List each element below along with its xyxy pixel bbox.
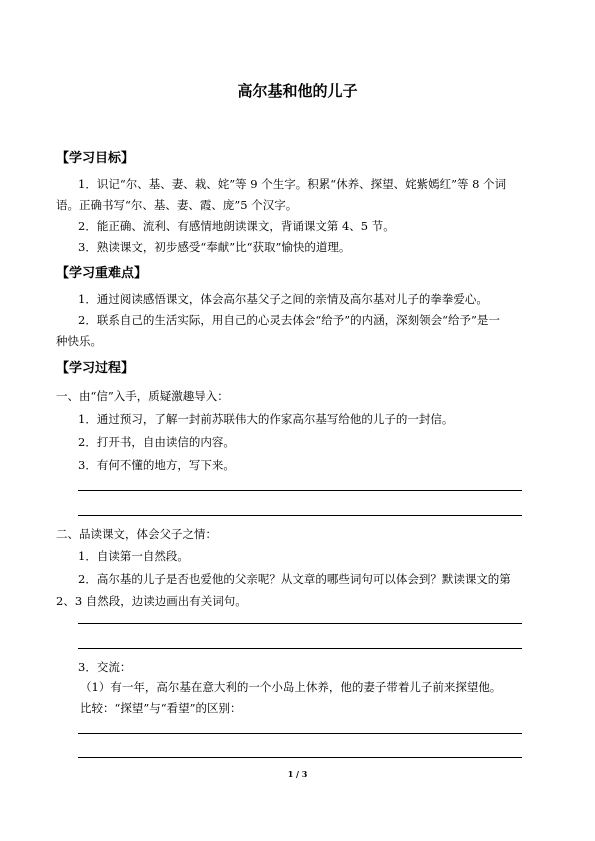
- section-heading-key-points: 【学习重难点】: [56, 266, 148, 281]
- answer-line: [78, 733, 522, 734]
- compare-prompt: 比较：“探望”与“看望”的区别：: [80, 701, 242, 715]
- answer-line: [78, 515, 522, 516]
- answer-line: [78, 757, 522, 758]
- process-part2-item-3: 3．交流：: [78, 660, 132, 674]
- process-part2-item-2-line2: 2、3 自然段，边读边画出有关词句。: [56, 594, 247, 608]
- process-part1-title: 一、由“信”入手，质疑激趣导入：: [56, 389, 229, 403]
- process-part1-item-3: 3．有何不懂的地方，写下来。: [78, 458, 235, 472]
- goal-item-3: 3．熟读课文，初步感受“奉献”比“获取”愉快的道理。: [78, 240, 351, 254]
- answer-line: [78, 623, 522, 624]
- goal-item-1-line2: 语。正确书写“尔、基、妻、霞、庞”5 个汉字。: [56, 198, 298, 212]
- key-point-2-line2: 种快乐。: [56, 334, 102, 348]
- answer-line: [78, 648, 522, 649]
- process-part2-item-1: 1．自读第一自然段。: [78, 549, 189, 563]
- process-part2-item-3-sub-1: （1）有一年，高尔基在意大利的一个小岛上休养，他的妻子带着儿子前来探望他。: [80, 680, 502, 694]
- section-heading-goals: 【学习目标】: [56, 151, 135, 166]
- goal-item-1-line1: 1．识记“尔、基、妻、栽、姹”等 9 个生字。积累“休养、探望、姹紫嫣红”等 8 个词: [78, 177, 507, 191]
- process-part2-item-2-line1: 2．高尔基的儿子是否也爱他的父亲呢？从文章的哪些词句可以体会到？默读课文的第: [78, 572, 511, 586]
- process-part1-item-2: 2．打开书，自由读信的内容。: [78, 435, 235, 449]
- page-number: 1 / 3: [287, 769, 308, 779]
- section-heading-process: 【学习过程】: [56, 361, 135, 376]
- answer-line: [78, 490, 522, 491]
- process-part2-title: 二、品读课文，体会父子之情：: [56, 527, 217, 541]
- goal-item-2: 2．能正确、流利、有感情地朗读课文，背诵课文第 4、5 节。: [78, 219, 395, 233]
- key-point-2-line1: 2．联系自己的生活实际，用自己的心灵去体会“给予”的内涵，深刻领会“给予”是一: [78, 313, 500, 327]
- key-point-1: 1．通过阅读感悟课文，体会高尔基父子之间的亲情及高尔基对儿子的拳拳爱心。: [78, 292, 488, 306]
- page-title: 高尔基和他的儿子: [237, 82, 358, 100]
- process-part1-item-1: 1．通过预习，了解一封前苏联伟大的作家高尔基写给他的儿子的一封信。: [78, 412, 454, 426]
